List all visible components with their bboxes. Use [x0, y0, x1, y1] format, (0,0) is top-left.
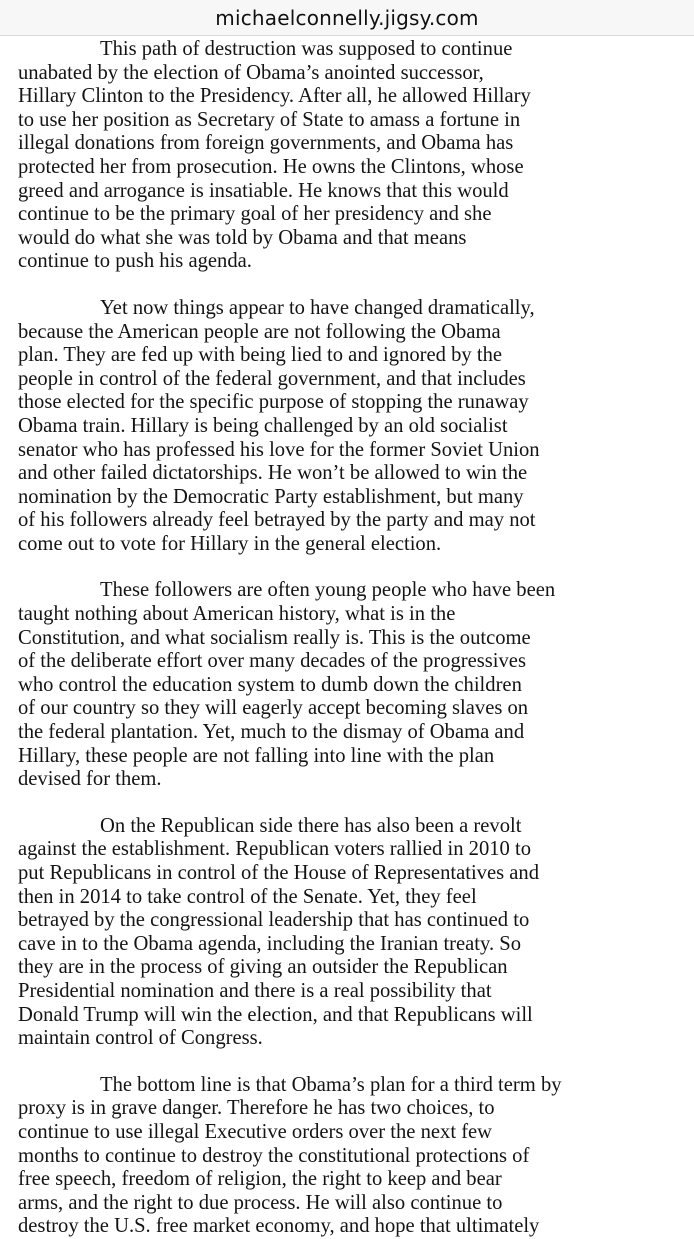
- url-text[interactable]: michaelconnelly.jigsy.com: [215, 5, 479, 30]
- article-line: This path of destruction was supposed to continue: [100, 38, 513, 60]
- article-paragraph: [18, 815, 680, 1051]
- article-line: of the deliberate effort over many decades of the progressives: [18, 650, 526, 673]
- article-line: maintain control of Congress.: [18, 1027, 263, 1050]
- article-line: unabated by the election of Obama’s anointed successor,: [18, 61, 484, 84]
- article-line: would do what she was told by Obama and that means: [18, 226, 467, 249]
- article-line: of our country so they will eagerly accept becoming slaves on: [18, 697, 529, 720]
- article-line: These followers are often young people who have been: [100, 579, 556, 602]
- article-line: On the Republican side there has also been a revolt: [100, 814, 522, 837]
- article-line: Yet now things appear to have changed dramatically,: [100, 296, 535, 319]
- article-line: proxy is in grave danger. Therefore he has two choices, to: [18, 1097, 495, 1120]
- article-line: Hillary, these people are not falling into line with the plan: [18, 744, 495, 767]
- article-paragraph: [18, 38, 680, 274]
- article-line: people in control of the federal government, and that includes: [18, 367, 526, 390]
- article-line: continue to be the primary goal of her presidency and she: [18, 203, 492, 226]
- article-line: free speech, freedom of religion, the right to keep and bear: [18, 1168, 502, 1191]
- article-line: Constitution, and what socialism really is. This is the outcome: [18, 626, 531, 649]
- article-paragraph: [18, 297, 680, 557]
- article-line: destroy the U.S. free market economy, and hope that ultimately: [18, 1215, 540, 1238]
- article-line: arms, and the right to due process. He will also continue to: [18, 1191, 503, 1214]
- article-line: against the establishment. Republican voters rallied in 2010 to: [18, 838, 532, 861]
- article-line: of his followers already feel betrayed by the party and may not: [18, 509, 536, 532]
- address-bar[interactable]: [0, 0, 694, 36]
- article-line: betrayed by the congressional leadership that has continued to: [18, 909, 530, 932]
- article-line: nomination by the Democratic Party establishment, but many: [18, 485, 524, 508]
- article-line: Hillary Clinton to the Presidency. After all, he allowed Hillary: [18, 85, 531, 108]
- article-line: Presidential nomination and there is a real possibility that: [18, 979, 492, 1002]
- article-line: who control the education system to dumb down the children: [18, 673, 522, 696]
- article-line: because the American people are not following the Obama: [18, 320, 501, 343]
- article-line: protected her from prosecution. He owns the Clintons, whose: [18, 155, 524, 178]
- article-line: senator who has professed his love for the former Soviet Union: [18, 438, 540, 461]
- article-body: [18, 38, 680, 1238]
- article-line: to use her position as Secretary of State to amass a fortune in: [18, 108, 521, 131]
- article-line: taught nothing about American history, what is in the: [18, 603, 456, 626]
- article-line: months to continue to destroy the constitutional protections of: [18, 1144, 530, 1167]
- article-line: they are in the process of giving an outsider the Republican: [18, 956, 508, 979]
- article-line: those elected for the specific purpose of stopping the runaway: [18, 391, 529, 414]
- article-line: then in 2014 to take control of the Senate. Yet, they feel: [18, 885, 477, 908]
- article-line: Obama train. Hillary is being challenged by an old socialist: [18, 414, 508, 437]
- article-line: the federal plantation. Yet, much to the dismay of Obama and: [18, 721, 525, 744]
- article-line: cave in to the Obama agenda, including the Iranian treaty. So: [18, 932, 522, 955]
- article-line: come out to vote for Hillary in the general election.: [18, 532, 442, 555]
- article-line: put Republicans in control of the House of Representatives and: [18, 862, 540, 884]
- article-line: continue to use illegal Executive orders over the next few: [18, 1120, 493, 1143]
- article-paragraph: [18, 579, 680, 791]
- article-line: devised for them.: [18, 768, 162, 791]
- article-line: illegal donations from foreign governments, and Obama has: [18, 132, 514, 155]
- article-line: greed and arrogance is insatiable. He knows that this would: [18, 179, 509, 202]
- article-paragraph: [18, 1074, 680, 1239]
- article-line: and other failed dictatorships. He won’t be allowed to win the: [18, 462, 528, 485]
- article-line: Donald Trump will win the election, and that Republicans will: [18, 1003, 533, 1026]
- article-line: plan. They are fed up with being lied to and ignored by the: [18, 344, 503, 367]
- article-line: continue to push his agenda.: [18, 250, 252, 273]
- article-line: The bottom line is that Obama’s plan for a third term by: [100, 1073, 562, 1096]
